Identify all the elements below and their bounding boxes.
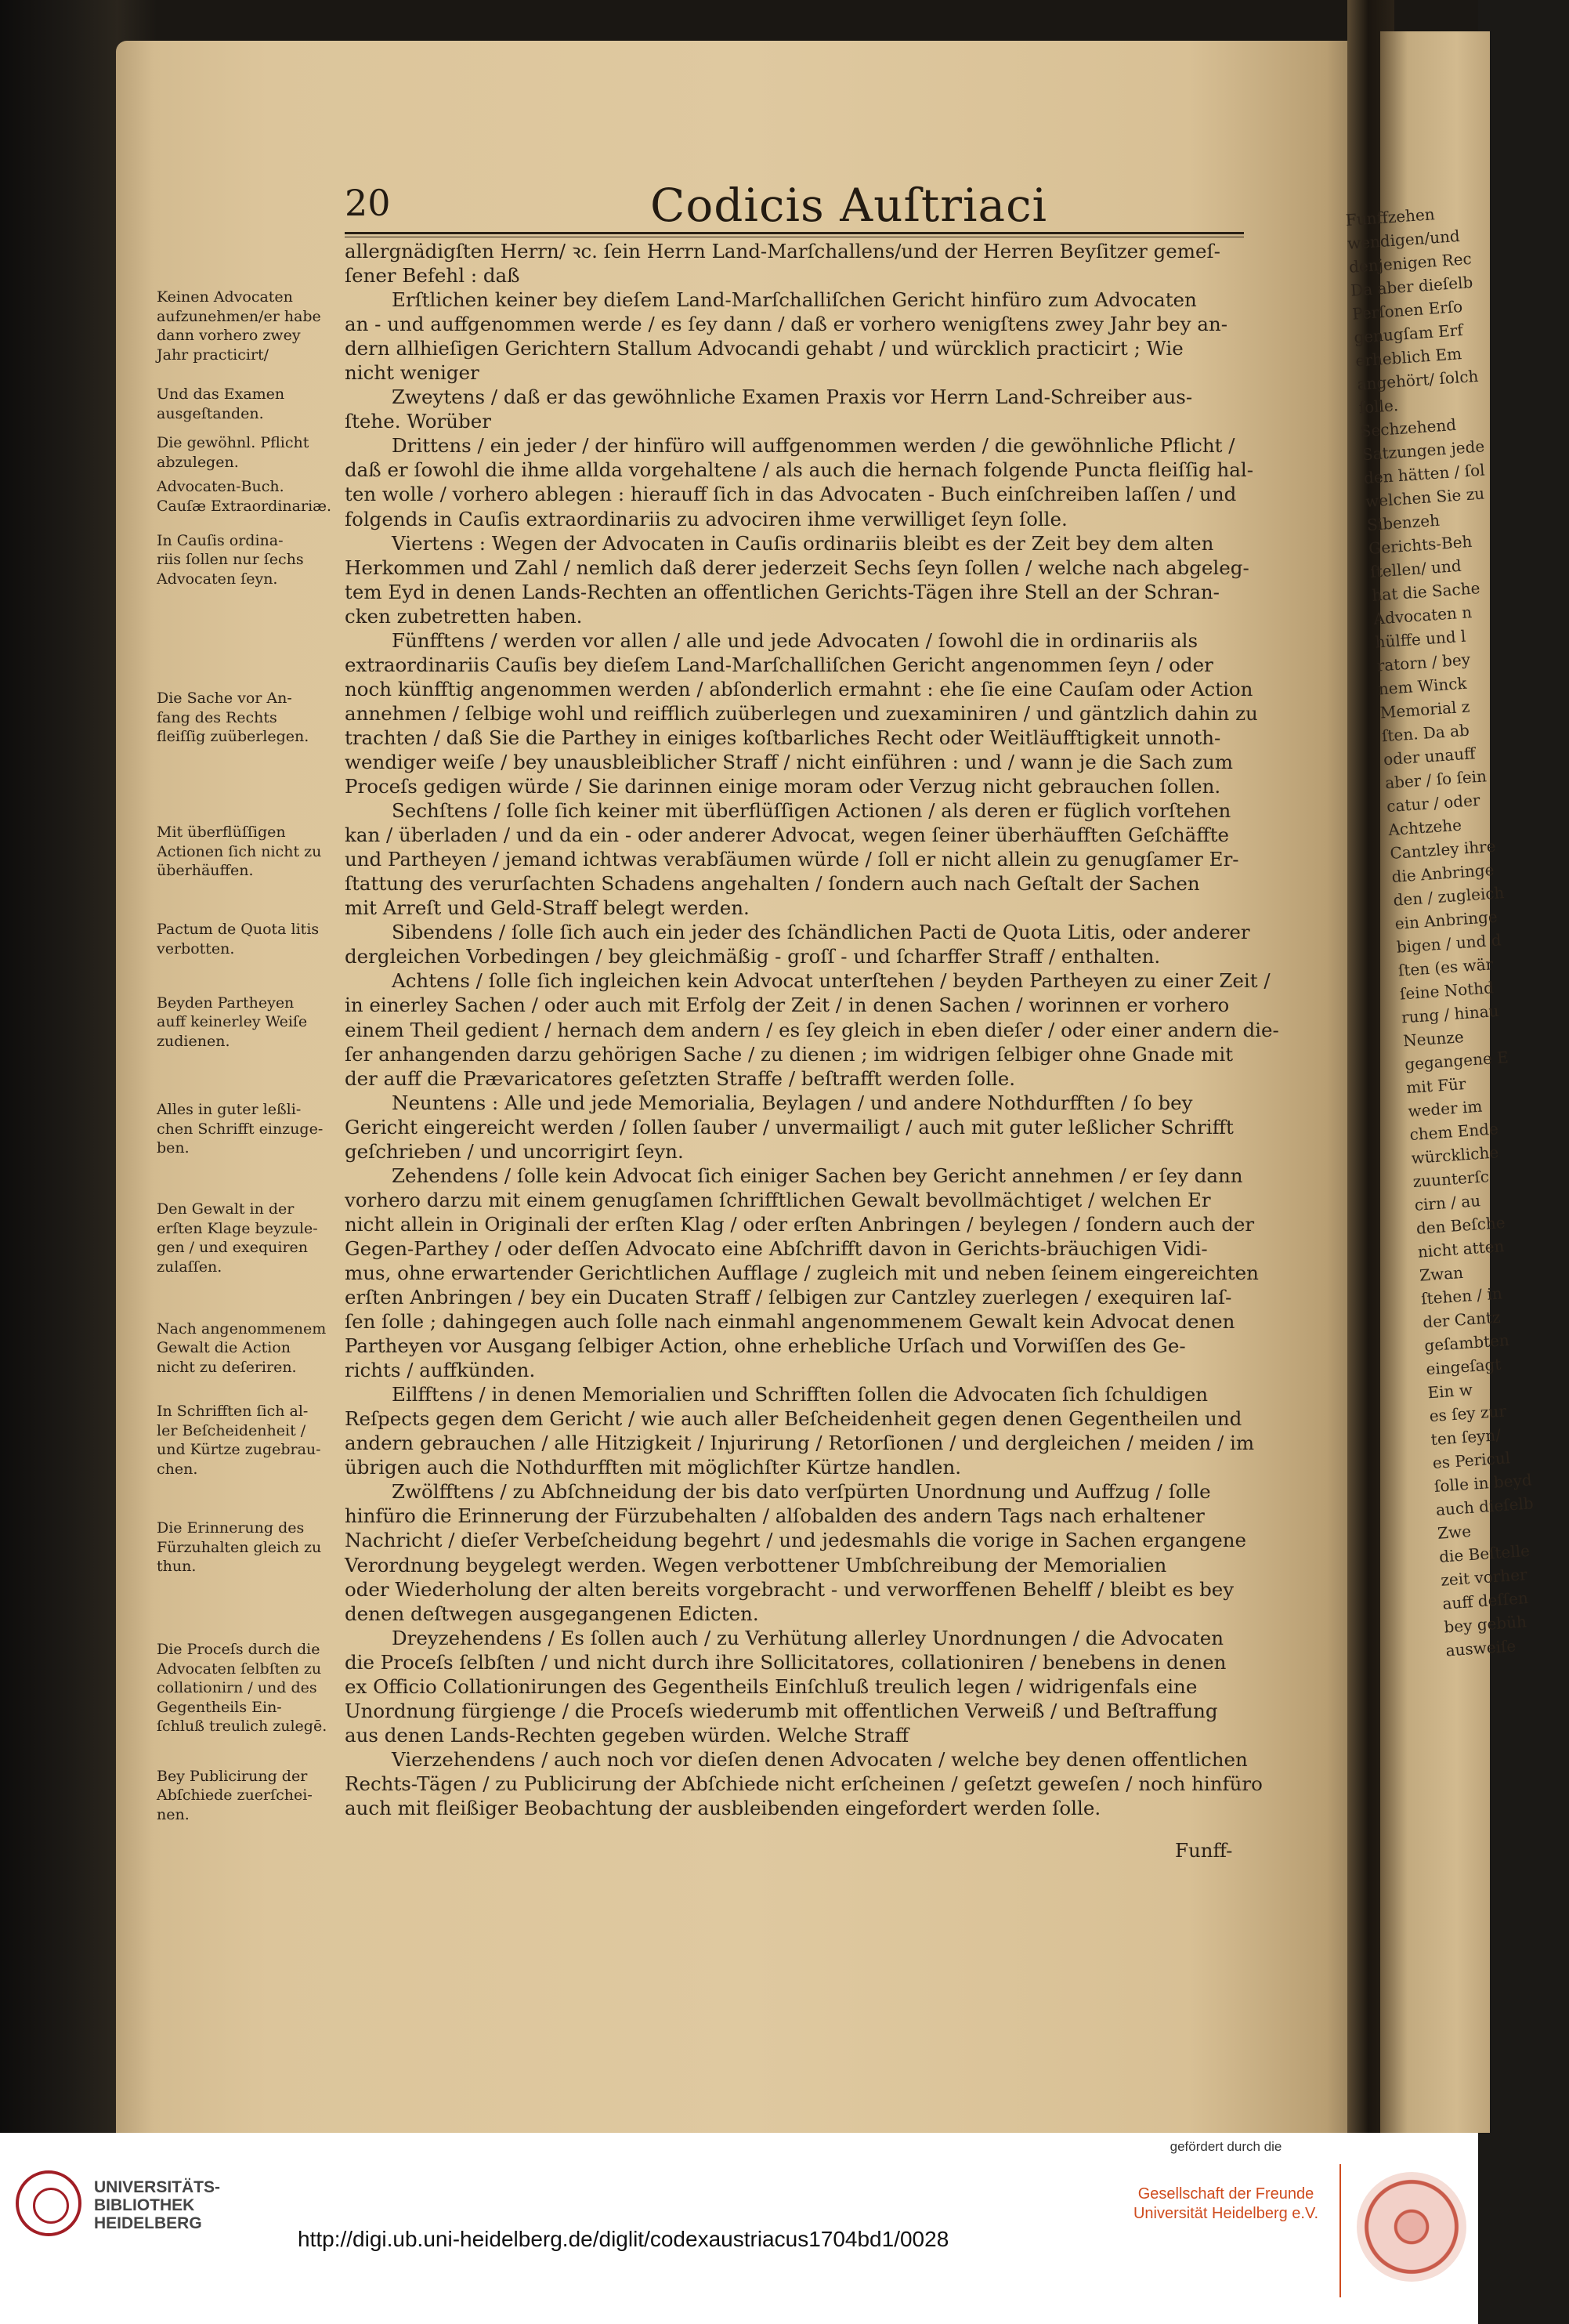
margin-note <box>157 1200 338 1276</box>
sponsor-label: gefördert durch die <box>1170 2139 1282 2154</box>
text-line: der auff die Prævaricatores geſetzten Straffe / beſtrafft werden ſolle. <box>345 1066 1016 1090</box>
margin-note-line: ben. <box>157 1139 190 1157</box>
margin-note-line: ausgeſtanden. <box>157 404 264 422</box>
margin-note-line: Actionen ſich nicht zu <box>157 842 322 860</box>
text-line: ſer anhangenden darzu gehörigen Sache / zu dienen ; im widrigen ſelbiger ohne Gnade mit <box>345 1042 1234 1066</box>
text-line: dern allhieſigen Gerichtern Stallum Advocandi gehabt / und würcklich practicirt ; Wie <box>345 337 1184 360</box>
margin-note <box>157 1519 338 1576</box>
margin-note-line: chen Schrifft einzuge- <box>157 1120 324 1138</box>
running-title: Codicis Auſtriaci <box>650 179 1048 232</box>
margin-note <box>157 689 338 747</box>
text-line: folgends in Cauſis extraordinariis zu advociren ihme verwilliget ſeyn ſolle. <box>345 507 1068 530</box>
university-library-logo <box>16 2170 221 2236</box>
text-line: Herkommen und Zahl / nemlich daß derer jederzeit Sechs ſeyn ſollen / welche nach abgeleg- <box>345 556 1249 579</box>
text-line: kan / überladen / und da ein - oder anderer Advocat, wegen ſeiner überhäufften Geſchäffte <box>345 824 1230 847</box>
text-line: dergleichen Vorbedingen / bey gleichmäßig - groſſ - und ſcharffer Straff / enthalten. <box>345 945 1161 968</box>
facing-page-text: Funffzehen wendigen/und denjenigen Rec Da aber dieſelb Perſonen Erſo genugſam Erf erheblich Em angehört/ ſolch ſolle. Sechzehend Satzungen jede den hätten / ſol welchen Sie zu Sibenzeh Gerichts-Beh ſtellen/ und hat die Sache Advocaten n hülffe und l ratorn / bey nem Winck Memorial z ſten. Da ab oder unauff aber / ſo ſein catur / oder Achtzehe Cantzley ihre die Anbringe den / zugleich ein Anbringe bigen / und d ſten (es wär ſeine Nothd rung / hinau Neunze gegangene E mit Für weder im chem Ende würckliche zuunterſc cirn / au den Beſche nicht atten Zwan ſtehen / in der Cantz geſambten eingeſagt Ein w es ſey zur ten ſeyn/ es Pericul ſolle in beyd auch dieſelb Zwe die Beſtelle zeit vorher auff deſſen bey gebüh ausweiſe <box>1345 205 1535 1660</box>
text-line: Neuntens : Alle und jede Memorialia, Beylagen / und andere Nothdurfften / ſo bey <box>392 1091 1193 1114</box>
text-line: cken zubetretten haben. <box>345 604 583 628</box>
margin-note-line: dann vorhero zwey <box>157 327 301 345</box>
margin-note-line: Advocaten-Buch. <box>157 478 284 496</box>
text-line: ten wolle / vorhero ablegen : hierauff ſich in das Advocaten - Buch einſchreiben laſſen / und <box>345 483 1237 506</box>
text-line: Verordnung beygelegt werden. Wegen verbottener Umbſchreibung der Memorialien <box>345 1553 1167 1576</box>
text-line: Achtens / ſolle ſich ingleichen kein Advocat unterſtehen / beyden Partheyen zu einer Zeit / <box>392 969 1271 993</box>
margin-note-line: In Cauſis ordina- <box>157 531 284 549</box>
margin-note-line: zulaſſen. <box>157 1258 222 1276</box>
text-line: annehmen / ſelbige wohl und reifflich zuüberlegen und zuexaminiren / und gäntzlich dahin zu <box>345 701 1258 725</box>
margin-note-line: Gewalt die Action <box>157 1339 291 1357</box>
margin-note-line: riis ſollen nur ſechs <box>157 551 304 569</box>
margin-note-line: Nach angenommenem <box>157 1319 327 1338</box>
text-line: auch mit fleißiger Beobachtung der ausbleibenden eingefordert werden ſolle. <box>345 1797 1101 1819</box>
university-seal-icon <box>16 2170 81 2236</box>
text-line: Dreyzehendens / Es ſollen auch / zu Verhütung allerley Unordnungen / die Advocaten <box>392 1626 1224 1649</box>
text-line: denen deſtwegen ausgegangenen Edicten. <box>345 1602 759 1625</box>
margin-note <box>157 433 338 472</box>
text-line: richts / auffkünden. <box>345 1359 536 1382</box>
margin-note-line: Die gewöhnl. Pflicht <box>157 434 309 452</box>
permalink-url[interactable]: http://digi.ub.uni-heidelberg.de/diglit/codexaustriacus1704bd1/0028 <box>298 2227 949 2251</box>
margin-note-line: Fürzuhalten gleich zu <box>157 1538 322 1556</box>
text-line: Nachricht / dieſer Verbeſcheidung begehrt / und jedesmahls die vorige in Sachen ergangene <box>345 1529 1247 1552</box>
margin-note <box>157 1100 338 1158</box>
text-line: trachten / daß Sie die Parthey in einiges koſtbarliches Recht oder Weitläufftigkeit unnoth- <box>345 726 1221 749</box>
page-number: 20 <box>345 182 391 224</box>
text-line: oder Wiederholung der alten bereits vorgebracht - und verworffenen Behelff / bleibt es bey <box>345 1577 1235 1601</box>
text-line: Gericht eingereicht werden / ſollen ſauber / unvermailigt / auch mit guter leßlicher Schrifft <box>345 1115 1234 1138</box>
margin-note-line: Die Erinnerung des <box>157 1519 305 1537</box>
sponsor-block <box>1128 2139 1324 2224</box>
text-line: wendiger weiſe / bey unausbleiblicher Straff / nicht einführen : und / wann je die Sach zum <box>345 750 1233 773</box>
sponsor-name: Gesellschaft der Freunde Universität Heidelberg e.V. <box>1133 2185 1319 2222</box>
facing-page-edge <box>1345 31 1535 2133</box>
text-line: in einerley Sachen / oder auch mit Erfolg der Zeit / in denen Sachen / worinnen er vorhero <box>345 994 1230 1017</box>
text-line: ex Officio Collationirungen des Gegentheils Einſchluß treulich legen / widrigenfals eine <box>345 1674 1198 1698</box>
text-line: tem Eyd in denen Lands-Rechten an offentlichen Gerichts-Tägen ihre Stell an der Schran- <box>345 580 1220 603</box>
margin-note <box>157 1319 338 1377</box>
margin-note <box>157 385 338 423</box>
text-line: Gegen-Parthey / oder deſſen Advocato eine Abſchrifft davon in Gerichts-bräuchigen Vidi- <box>345 1236 1208 1260</box>
margin-note <box>157 920 338 958</box>
margin-note-line: aufzunehmen/er habe <box>157 307 321 325</box>
margin-note-line: Die Sache vor An- <box>157 690 292 708</box>
library-footer <box>0 2133 1478 2324</box>
margin-note-line: Pactum de Quota litis <box>157 921 320 939</box>
text-line: mus, ohne erwartender Gerichtlichen Aufflage / zugleich mit und neben ſeinem eingereichten <box>345 1261 1259 1284</box>
margin-note-line: gen / und exequiren <box>157 1239 309 1257</box>
margin-note-line: fleiſſig zuüberlegen. <box>157 728 309 746</box>
text-line: vorhero darzu mit einem genugſamen ſchrifftlichen Gewalt bevollmächtiget / welchen Er <box>345 1188 1211 1211</box>
margin-note-line: Gegentheils Ein- <box>157 1698 282 1716</box>
margin-note-line: Bey Publicirung der <box>157 1767 308 1785</box>
margin-note <box>157 823 338 881</box>
text-line: Drittens / ein jeder / der hinfüro will auffgenommen werden / die gewöhnliche Pflicht / <box>392 434 1235 458</box>
text-line: geſchrieben / und uncorrigirt ſeyn. <box>345 1139 684 1163</box>
body-text <box>345 239 1279 1820</box>
margin-note-line: Beyden Partheyen <box>157 994 295 1012</box>
text-line: Partheyen vor Ausgang ſelbiger Action, ohne erhebliche Urſach und Vorwiſſen des Ge- <box>345 1334 1186 1358</box>
text-line: hinfüro die Erinnerung der Fürzubehalten / alſobalden des andern Tags nach erhaltener <box>345 1504 1205 1528</box>
text-line: Vierzehendens / auch noch vor dieſen denen Advocaten / welche bey denen offentlichen <box>392 1747 1248 1771</box>
margin-note-line: Jahr practicirt/ <box>157 346 269 364</box>
institution-name: UNIVERSITÄTS- BIBLIOTHEK HEIDELBERG <box>94 2178 221 2232</box>
text-line: übrigen auch die Nothdurfften mit möglichſter Kürtze handlen. <box>345 1456 962 1479</box>
text-line: mit Arreſt und Geld-Straff belegt werden. <box>345 896 750 920</box>
margin-note-line: und Kürtze zugebrau- <box>157 1441 321 1459</box>
text-line: Zweytens / daß er das gewöhnliche Examen Praxis vor Herrn Land-Schreiber aus- <box>392 386 1193 409</box>
text-line: ſtattung des verurſachten Schadens angehalten / ſondern auch nach Geſtalt der Sachen <box>345 872 1200 896</box>
sponsor-seal-icon <box>1357 2172 1466 2282</box>
catchword: Funff- <box>1175 1839 1233 1862</box>
margin-note <box>157 497 338 516</box>
page-header <box>345 179 1253 237</box>
margin-note-line: In Schrifften ſich al- <box>157 1403 309 1421</box>
text-line: Erſtlichen keiner bey dieſem Land-Marſchalliſchen Gericht hinfüro zum Advocaten <box>392 288 1197 312</box>
sponsor-divider <box>1339 2164 1341 2297</box>
text-line: und Partheyen / jemand ichtwas verabſäumen würde / ſoll er nicht allein zu genugſamer Er- <box>345 848 1239 871</box>
margin-note-line: ler Beſcheidenheit / <box>157 1421 306 1439</box>
text-line: Viertens : Wegen der Advocaten in Cauſis ordinariis bleibt es der Zeit bey dem alten <box>392 531 1214 555</box>
margin-note <box>157 1640 338 1736</box>
margin-note <box>157 1767 338 1825</box>
text-line: Eilfftens / in denen Memorialien und Schrifften ſollen die Advocaten ſich ſchuldigen <box>392 1383 1208 1406</box>
margin-note-line: chen. <box>157 1460 198 1478</box>
text-line: Unordnung fürgienge / die Proceſs wiederumb mit offentlichen Verweiß / und Beſtraffung <box>345 1699 1218 1722</box>
margin-note-line: Die Proceſs durch die <box>157 1641 320 1659</box>
text-line: einem Theil gedient / hernach dem andern / es ſey gleich in eben dieſer / oder einer andern die- <box>345 1018 1279 1041</box>
margin-note-line: erſten Klage beyzule- <box>157 1219 318 1237</box>
margin-note-line: nicht zu deſeriren. <box>157 1358 297 1376</box>
margin-note-line: Alles in guter leßli- <box>157 1101 302 1119</box>
margin-note-line: Keinen Advocaten <box>157 288 293 306</box>
margin-note-line: Abſchiede zuerſchei- <box>157 1786 313 1805</box>
text-line: extraordinariis Cauſis bey dieſem Land-Marſchalliſchen Gericht angenommen ſeyn / oder <box>345 653 1213 676</box>
text-line: erſten Anbringen / bey ein Ducaten Straff / ſelbigen zur Cantzley zuerlegen / exequiren laſ- <box>345 1286 1232 1309</box>
text-line: aus denen Lands-Rechten gegeben würden. Welche Straff <box>345 1723 909 1747</box>
text-line: nicht allein in Originali der erſten Klag / oder erſten Anbringen / beylegen / ſondern auch der <box>345 1212 1255 1236</box>
text-line: an - und auffgenommen werde / es ſey dann / daß er vorhero wenigſtens zwey Jahr bey an- <box>345 313 1228 336</box>
margin-note-line: fang des Rechts <box>157 708 277 726</box>
margin-note-line: auff keinerley Weiſe <box>157 1013 308 1031</box>
margin-note-line: Und das Examen <box>157 386 285 404</box>
margin-note <box>157 531 338 589</box>
text-line: Rechts-Tägen / zu Publicirung der Abſchiede nicht erſcheinen / geſetzt geweſen / noch hinfüro <box>345 1772 1263 1795</box>
text-line: Reſpects gegen dem Gericht / wie auch aller Beſcheidenheit gegen denen Gegentheilen und <box>345 1407 1242 1431</box>
margin-note-line: ſchluß treulich zulegē. <box>157 1718 327 1736</box>
margin-note <box>157 477 338 497</box>
text-line: daß er ſowohl die ihme allda vorgehaltene / als auch die hernach folgende Puncta fleiſſig hal- <box>345 458 1253 482</box>
margin-note-line: Advocaten ſeyn. <box>157 570 278 588</box>
text-line: ſtehe. Worüber <box>345 410 491 433</box>
margin-note-line: zudienen. <box>157 1032 230 1050</box>
margin-note <box>157 288 338 364</box>
margin-note-line: Cauſæ Extraordinariæ. <box>157 498 332 516</box>
margin-note-line: Den Gewalt in der <box>157 1200 295 1218</box>
text-line: ſen ſolle ; dahingegen auch ſolle nach einmahl angenommenem Gewalt kein Advocat denen <box>345 1310 1235 1334</box>
margin-note-line: abzulegen. <box>157 453 239 471</box>
text-line: Fünfftens / werden vor allen / alle und jede Advocaten / ſowohl die in ordinariis als <box>392 628 1198 652</box>
text-line: noch künfftig angenommen werden / abſonderlich ermahnt : ehe ſie eine Cauſam oder Action <box>345 677 1253 700</box>
text-line: die Proceſs ſelbſten / und nicht durch ihre Sollicitatores, collationiren / benebens in denen <box>345 1650 1227 1674</box>
text-line: nicht weniger <box>345 361 479 385</box>
header-rule <box>345 232 1244 234</box>
text-line: andern gebrauchen / alle Hitzigkeit / Injurirung / Retorſionen / und dergleichen / meiden / im <box>345 1432 1255 1455</box>
text-line: Sechſtens / ſolle ſich keiner mit überflüſſigen Actionen / als deren er füglich vorſtehen <box>392 799 1231 823</box>
margin-note-line: thun. <box>157 1558 197 1576</box>
text-line: Zehendens / ſolle kein Advocat ſich einiger Sachen bey Gericht annehmen / er ſey dann <box>392 1164 1243 1187</box>
margin-note-line: verbotten. <box>157 939 235 957</box>
margin-note <box>157 994 338 1052</box>
text-line: allergnädigſten Herrn/ ꝛc. ſein Herrn Land-Marſchallens/und der Herren Beyſitzer gemeſ- <box>345 240 1220 262</box>
margin-note <box>157 1402 338 1479</box>
text-line: ſener Befehl : daß <box>345 264 520 288</box>
text-line: Zwölfftens / zu Abſchneidung der bis dato verſpürten Unordnung und Auffzug / ſolle <box>392 1480 1211 1504</box>
text-line: Proceſs gedigen würde / Sie darinnen einige moram oder Verzug nicht gebrauchen ſollen. <box>345 775 1221 798</box>
margin-note-line: überhäuffen. <box>157 862 254 880</box>
margin-note-line: collationirn / und des <box>157 1679 317 1697</box>
text-line: Sibendens / ſolle ſich auch ein jeder des ſchändlichen Pacti de Quota Litis, oder anderer <box>392 921 1250 944</box>
margin-note-line: nen. <box>157 1805 190 1823</box>
margin-note-line: Advocaten ſelbſten zu <box>157 1660 322 1678</box>
margin-note-line: Mit überflüſſigen <box>157 824 286 842</box>
